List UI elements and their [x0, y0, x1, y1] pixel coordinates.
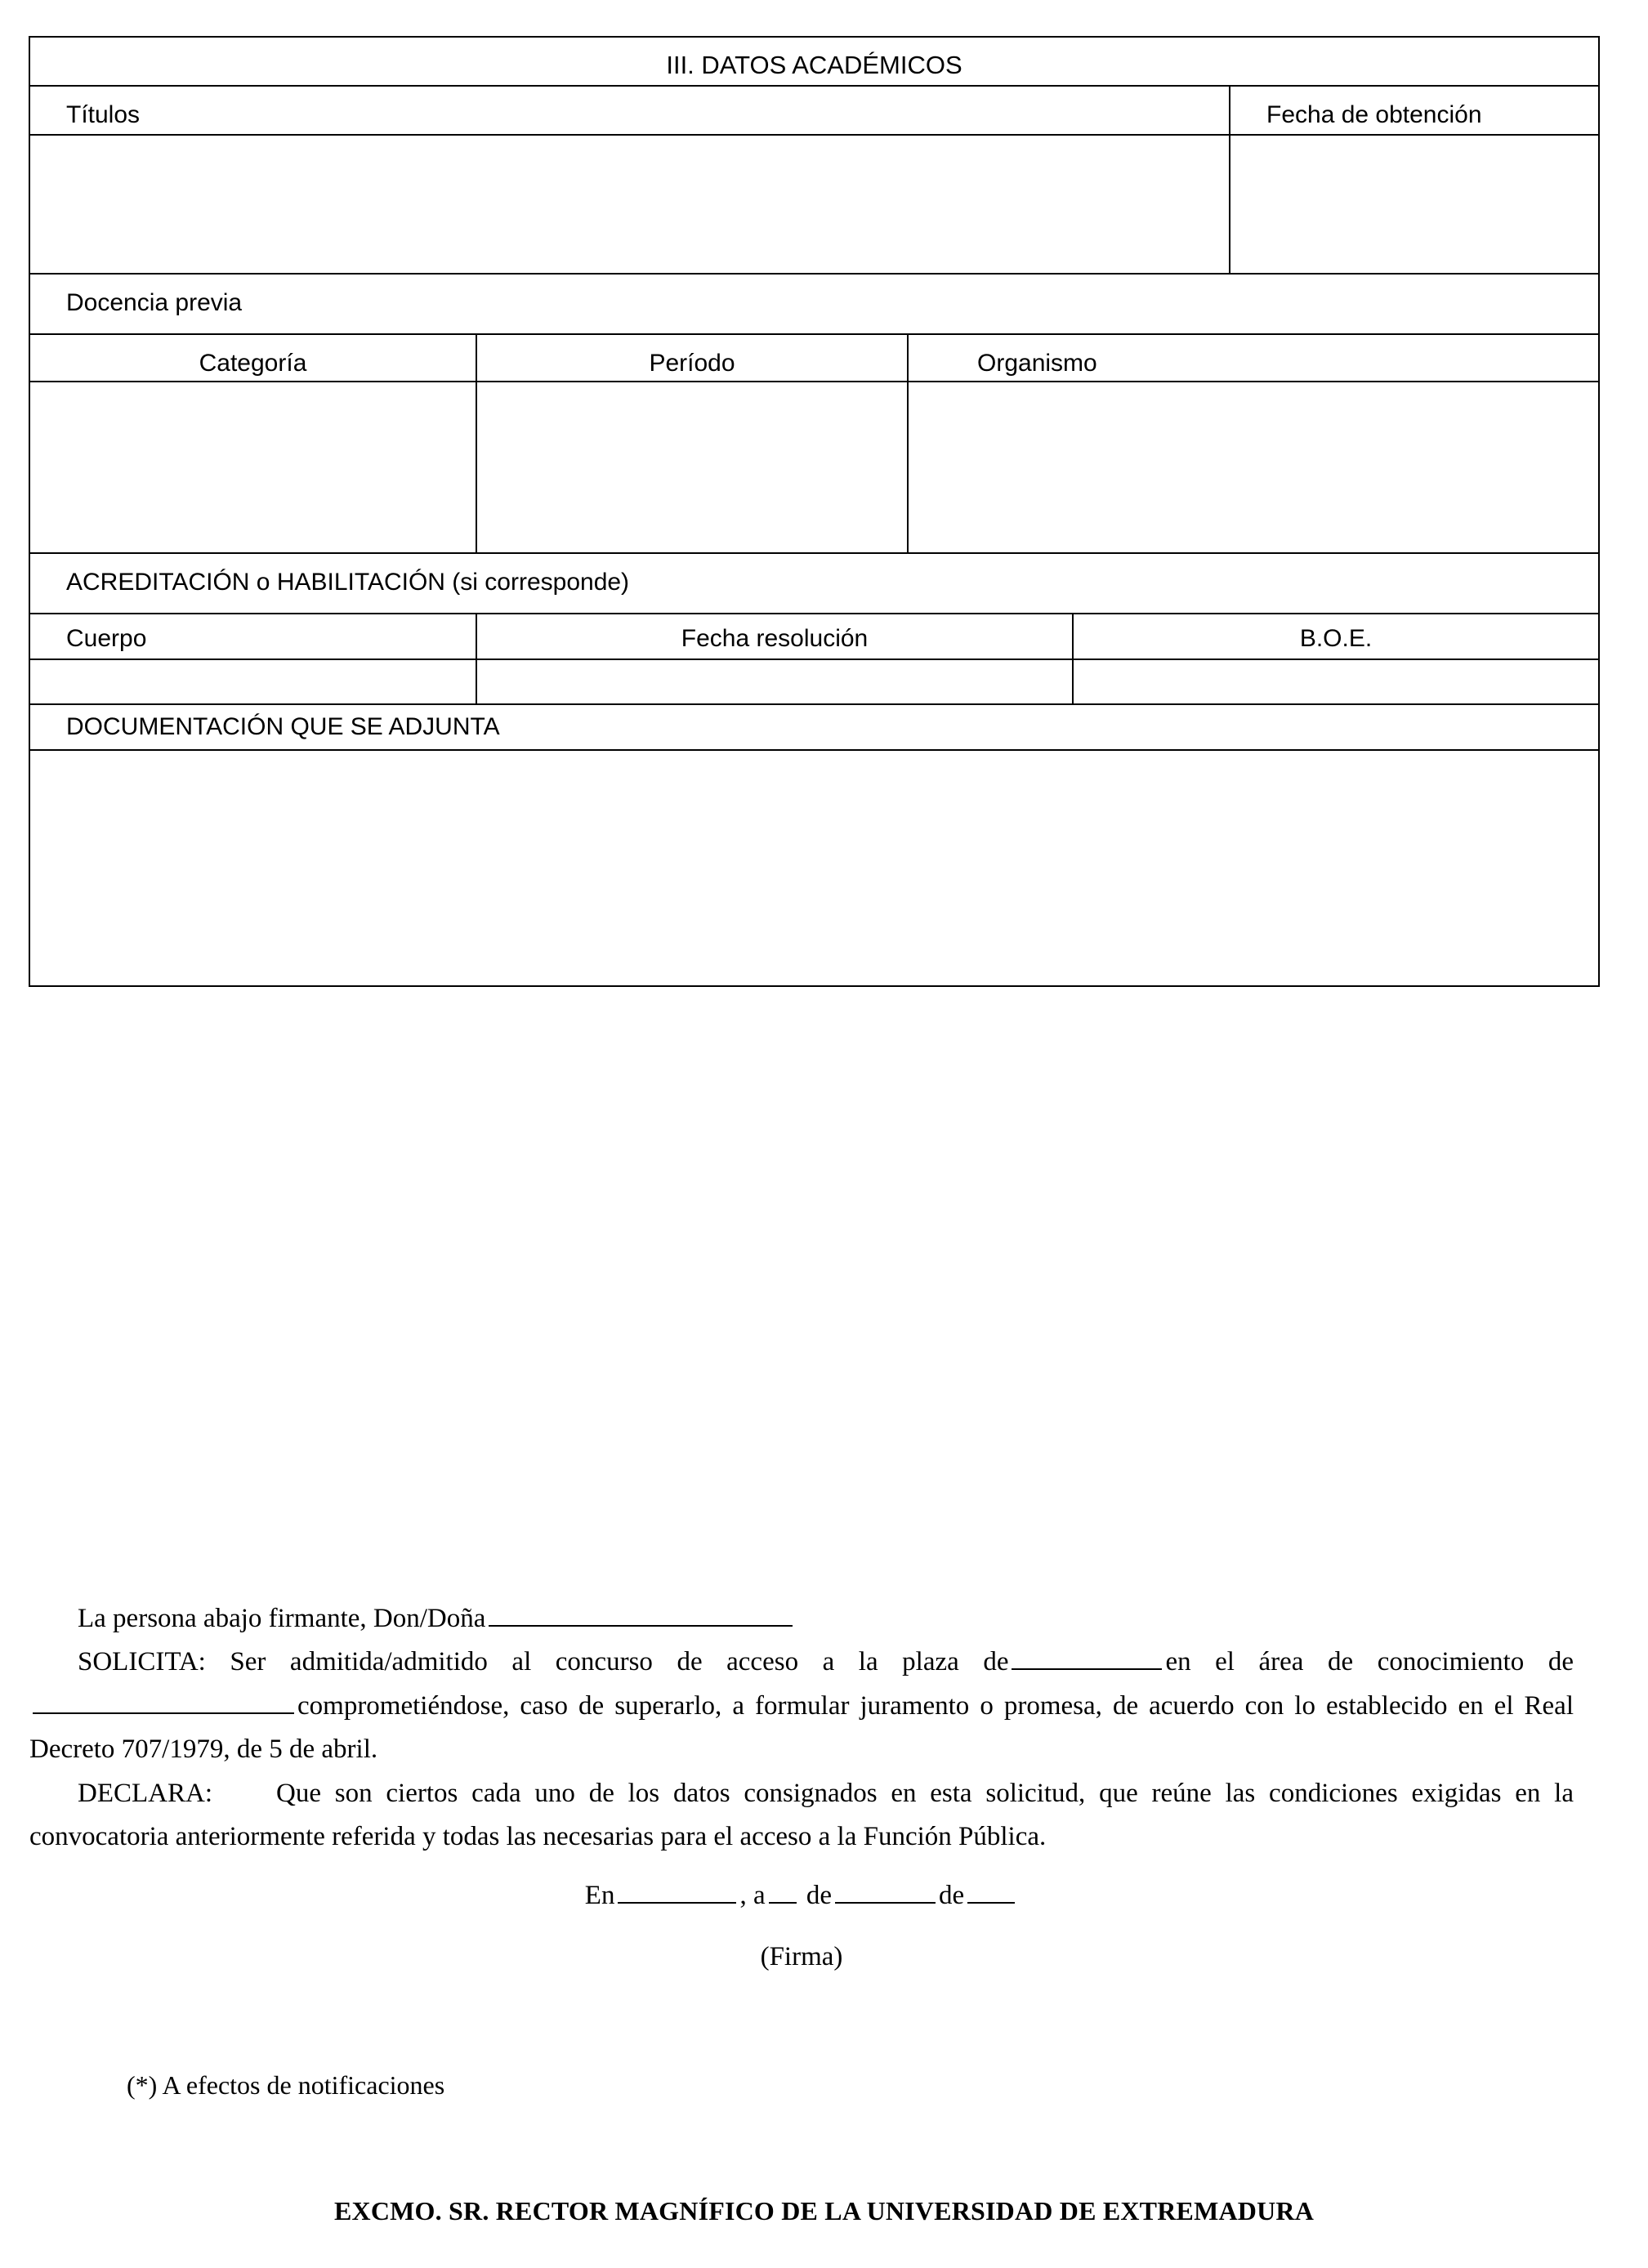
column-header-categoria: Categoría: [199, 350, 307, 377]
column-header-organismo: Organismo: [977, 350, 1097, 377]
column-header-fecha-resolucion: Fecha resolución: [681, 625, 869, 652]
table-row: [29, 382, 1599, 553]
label-declara-body: Que son ciertos cada uno de los datos consignados en esta solicitud, que reúne las condiciones exigidas en la convocatoria anteriormente referida y todas las necesarias para el acceso a la Función Pública.: [29, 1778, 1574, 1852]
input-fecha-obtencion[interactable]: [1230, 135, 1599, 274]
table-row: [29, 750, 1599, 986]
label-compromiso: comprometiéndose, caso de superarlo, a formular juramento o promesa, de acuerdo con lo establecido en el Real Decreto 707/1979, de 5 de abril.: [29, 1690, 1574, 1765]
table-row: [29, 614, 1599, 659]
input-titulos[interactable]: [29, 135, 1230, 274]
table-row: [29, 704, 1599, 750]
label-de-dia: de: [806, 1880, 833, 1910]
label-declara: DECLARA:: [78, 1778, 212, 1808]
label-solicita: SOLICITA: Ser admitida/admitido al concurso de acceso a la plaza de: [78, 1647, 1009, 1677]
input-boe[interactable]: [1073, 659, 1599, 704]
page-title: III. DATOS ACADÉMICOS: [666, 51, 962, 79]
label-en: En: [584, 1880, 615, 1910]
input-anio[interactable]: [967, 1875, 1015, 1904]
table-row: [29, 659, 1599, 704]
header-organismo-cell: [908, 334, 1599, 382]
input-nombre-firmante[interactable]: [489, 1598, 793, 1627]
paragraph-lugar-fecha: [29, 1874, 1574, 1918]
section-label-docencia-previa: Docencia previa: [66, 289, 243, 316]
declaration-block: [29, 1597, 1574, 1980]
column-header-cuerpo: Cuerpo: [66, 625, 147, 652]
input-cuerpo[interactable]: [29, 659, 476, 704]
table-row: [29, 37, 1599, 86]
input-plaza[interactable]: [1012, 1641, 1162, 1670]
header-fecha-obtencion-cell: [1230, 86, 1599, 135]
table-row: [29, 135, 1599, 274]
input-fecha-resolucion[interactable]: [476, 659, 1073, 704]
section-documentacion-cell: [29, 704, 1599, 750]
signature-label: (Firma): [760, 1942, 843, 1972]
header-cuerpo-cell: [29, 614, 476, 659]
input-area-conocimiento[interactable]: [33, 1685, 294, 1714]
paragraph-declara: [29, 1772, 1574, 1859]
paragraph-solicita: [29, 1641, 1574, 1771]
input-categoria[interactable]: [29, 382, 476, 553]
label-conocimiento: conocimiento de: [1377, 1647, 1574, 1677]
input-documentacion[interactable]: [29, 750, 1599, 986]
header-categoria-cell: [29, 334, 476, 382]
table-row: [29, 274, 1599, 334]
column-header-fecha-obtencion: Fecha de obtención: [1266, 101, 1482, 128]
section-title-cell: [29, 37, 1599, 86]
label-area: en el área de: [1165, 1647, 1354, 1677]
input-mes[interactable]: [835, 1875, 936, 1904]
table-row: [29, 553, 1599, 614]
datos-academicos-table: [29, 36, 1600, 987]
header-periodo-cell: [476, 334, 908, 382]
input-organismo[interactable]: [908, 382, 1599, 553]
input-dia[interactable]: [769, 1875, 797, 1904]
label-firmante: La persona abajo firmante, Don/Doña: [78, 1604, 486, 1633]
input-periodo[interactable]: [476, 382, 908, 553]
table-row: [29, 86, 1599, 135]
header-titulos-cell: [29, 86, 1230, 135]
section-label-documentacion: DOCUMENTACIÓN QUE SE ADJUNTA: [66, 713, 500, 740]
label-de-mes: de: [939, 1880, 965, 1910]
header-boe-cell: [1073, 614, 1599, 659]
paragraph-firmante: [29, 1597, 1574, 1641]
footnote-notificaciones: (*) A efectos de notificaciones: [127, 2070, 445, 2100]
label-coma-a: , a: [739, 1880, 766, 1910]
column-header-boe: B.O.E.: [1299, 625, 1373, 652]
column-header-titulos: Títulos: [66, 101, 141, 128]
header-fecha-resolucion-cell: [476, 614, 1073, 659]
section-acreditacion-cell: [29, 553, 1599, 614]
table-row: [29, 334, 1599, 382]
section-docencia-previa-cell: [29, 274, 1599, 334]
column-header-periodo: Período: [649, 350, 735, 377]
input-lugar[interactable]: [618, 1875, 736, 1904]
section-label-acreditacion: ACREDITACIÓN o HABILITACIÓN (si corresponde): [66, 569, 630, 596]
closing-address-rector: EXCMO. SR. RECTOR MAGNÍFICO DE LA UNIVERSIDAD DE EXTREMADURA: [333, 2196, 1315, 2226]
